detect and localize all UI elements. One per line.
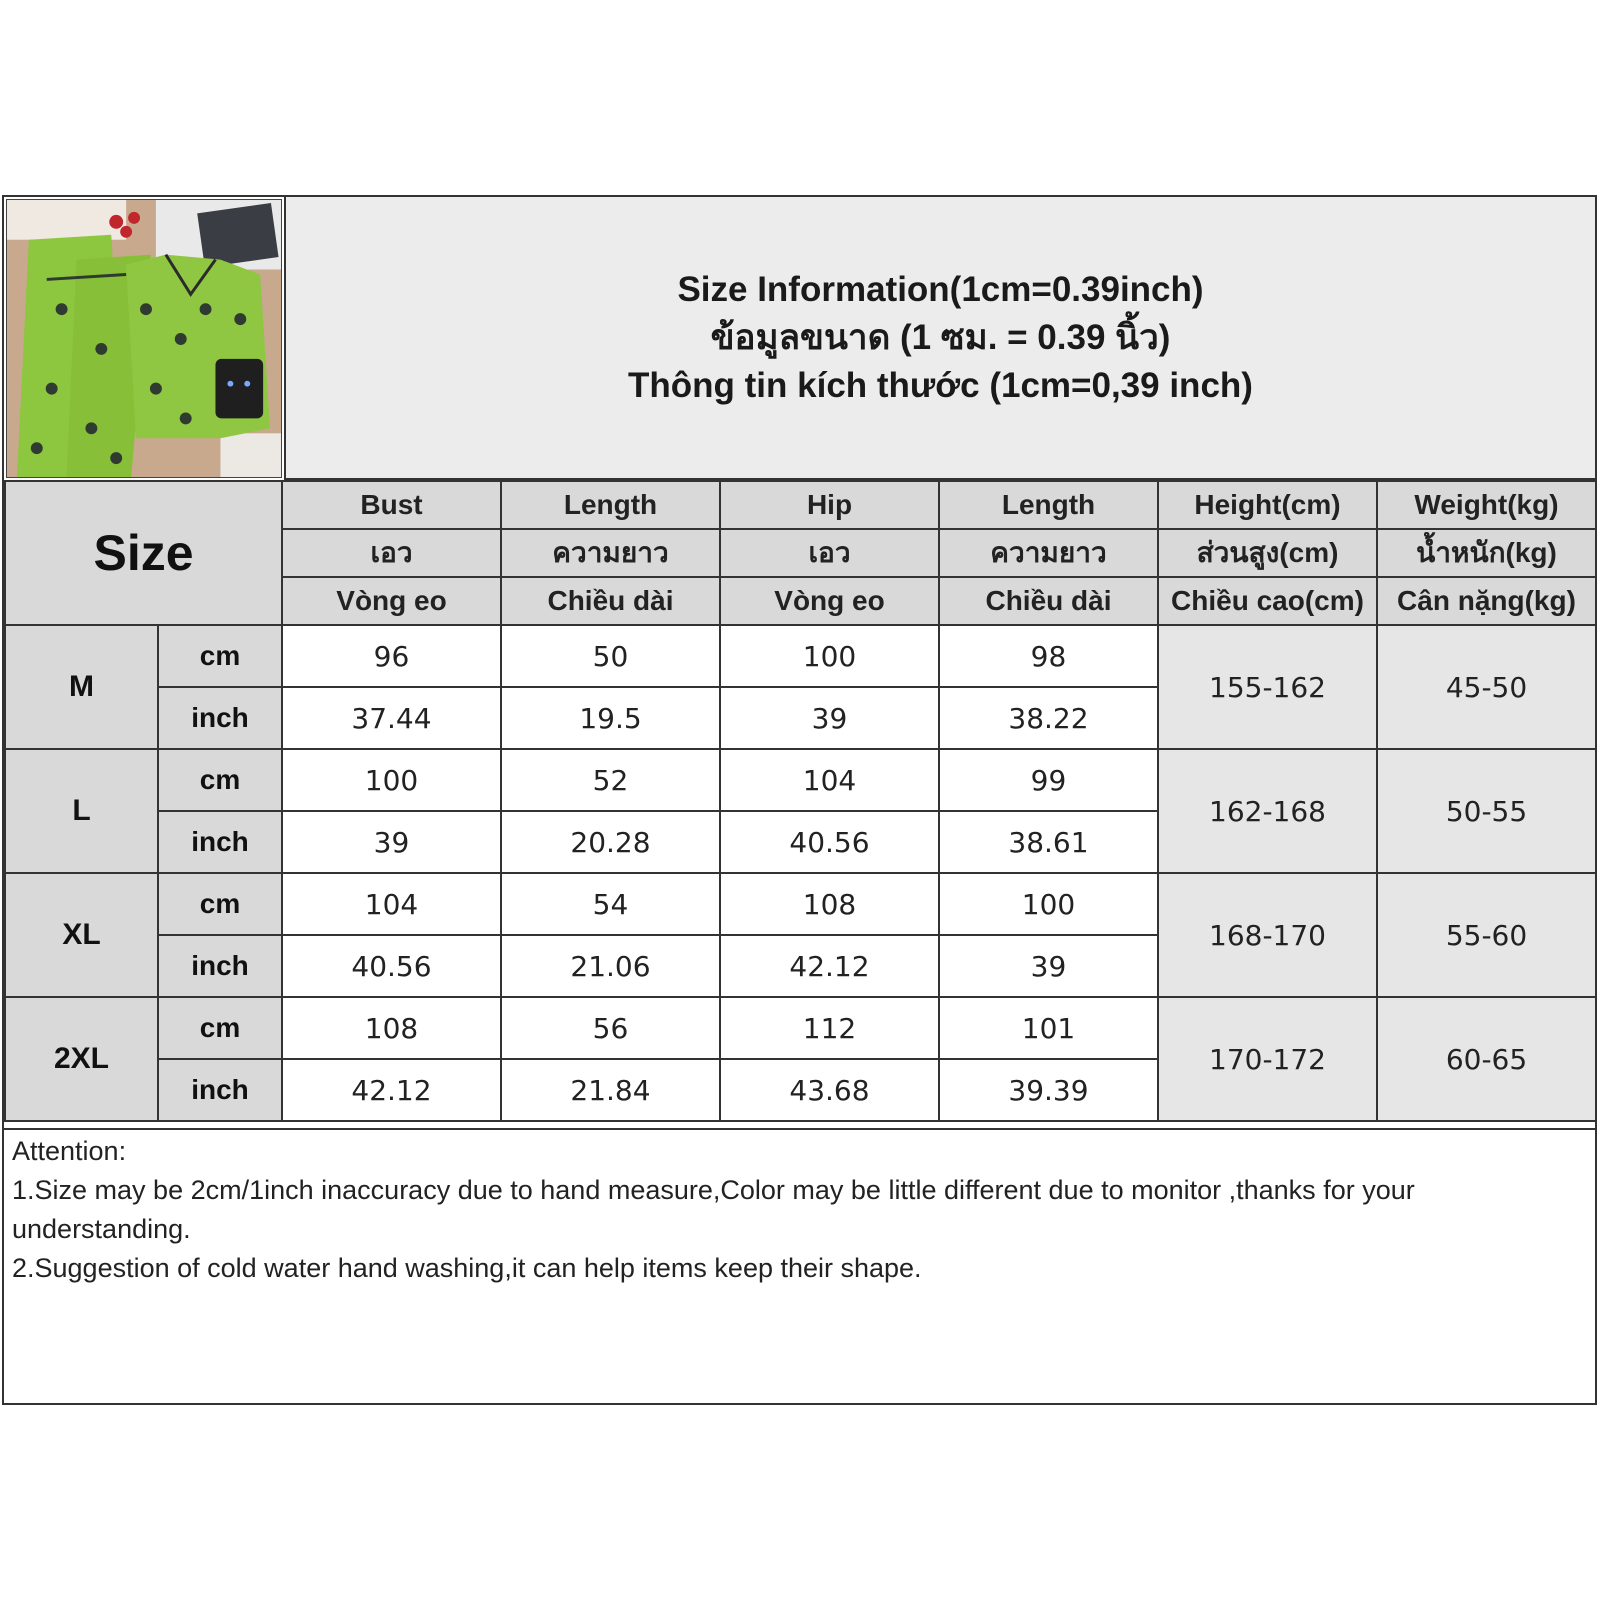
header-row-english [5,481,1596,529]
weight-range: 60-65 [1377,997,1596,1121]
bust-cm: 96 [282,625,501,687]
header-length-vi: Chiều dài [939,577,1158,625]
size-name: XL [5,873,158,997]
notes-heading: Attention: [12,1136,127,1166]
note-item-1: 1.Size may be 2cm/1inch inaccuracy due to hand measure,Color may be little different due to monitor ,thanks for your understanding. [12,1175,1415,1244]
unit-label: cm [158,749,282,811]
table-row [5,873,1596,935]
header-hip-vi: Vòng eo [720,577,939,625]
title-vietnamese: Thông tin kích thước (1cm=0,39 inch) [628,365,1253,405]
table-row [5,625,1596,687]
pants-length-cm: 100 [939,873,1158,935]
header-length-thai: ความยาว [939,529,1158,577]
size-chart-sheet [2,195,1597,1405]
bust-cm: 108 [282,997,501,1059]
size-name: 2XL [5,997,158,1121]
header-height-vi: Chiều cao(cm) [1158,577,1377,625]
bust-cm: 104 [282,873,501,935]
length-inch: 21.06 [501,935,720,997]
length-inch: 19.5 [501,687,720,749]
header-length: Length [501,481,720,529]
unit-label: inch [158,935,282,997]
height-range: 170-172 [1158,997,1377,1121]
header-length: Length [939,481,1158,529]
pants-length-inch: 38.61 [939,811,1158,873]
hip-cm: 104 [720,749,939,811]
hip-cm: 108 [720,873,939,935]
length-inch: 20.28 [501,811,720,873]
size-name: L [5,749,158,873]
hip-cm: 100 [720,625,939,687]
table-row [5,749,1596,811]
height-range: 162-168 [1158,749,1377,873]
pants-length-cm: 99 [939,749,1158,811]
size-column-header: Size [5,481,282,625]
unit-label: cm [158,873,282,935]
header-hip-thai: เอว [720,529,939,577]
note-item-2: 2.Suggestion of cold water hand washing,it can help items keep their shape. [12,1253,922,1283]
bust-inch: 40.56 [282,935,501,997]
hip-cm: 112 [720,997,939,1059]
pants-length-inch: 38.22 [939,687,1158,749]
unit-label: cm [158,625,282,687]
bust-cm: 100 [282,749,501,811]
header-weight: Weight(kg) [1377,481,1596,529]
weight-range: 45-50 [1377,625,1596,749]
header-bust: Bust [282,481,501,529]
length-cm: 56 [501,997,720,1059]
weight-range: 50-55 [1377,749,1596,873]
header-bust-thai: เอว [282,529,501,577]
unit-label: cm [158,997,282,1059]
length-cm: 50 [501,625,720,687]
hip-inch: 42.12 [720,935,939,997]
length-cm: 52 [501,749,720,811]
header-length-thai: ความยาว [501,529,720,577]
table-row [5,997,1596,1059]
title-english: Size Information(1cm=0.39inch) [677,269,1204,309]
length-cm: 54 [501,873,720,935]
size-table [4,480,1597,1122]
hip-inch: 40.56 [720,811,939,873]
unit-label: inch [158,811,282,873]
header-height: Height(cm) [1158,481,1377,529]
title-thai: ข้อมูลขนาด (1 ซม. = 0.39 นิ้ว) [710,317,1171,357]
header-bust-vi: Vòng eo [282,577,501,625]
unit-label: inch [158,1059,282,1121]
height-range: 155-162 [1158,625,1377,749]
attention-notes [4,1128,1595,1403]
bust-inch: 42.12 [282,1059,501,1121]
size-information-title [284,197,1595,480]
header-weight-vi: Cân nặng(kg) [1377,577,1596,625]
hip-inch: 39 [720,687,939,749]
product-photo [6,199,282,478]
size-name: M [5,625,158,749]
hip-inch: 43.68 [720,1059,939,1121]
length-inch: 21.84 [501,1059,720,1121]
bust-inch: 37.44 [282,687,501,749]
pants-length-inch: 39.39 [939,1059,1158,1121]
pants-length-cm: 101 [939,997,1158,1059]
header-height-thai: ส่วนสูง(cm) [1158,529,1377,577]
header-length-vi: Chiều dài [501,577,720,625]
weight-range: 55-60 [1377,873,1596,997]
header-weight-thai: น้ำหนัก(kg) [1377,529,1596,577]
pajama-image [7,200,281,477]
unit-label: inch [158,687,282,749]
pants-length-cm: 98 [939,625,1158,687]
header-hip: Hip [720,481,939,529]
height-range: 168-170 [1158,873,1377,997]
bust-inch: 39 [282,811,501,873]
pants-length-inch: 39 [939,935,1158,997]
